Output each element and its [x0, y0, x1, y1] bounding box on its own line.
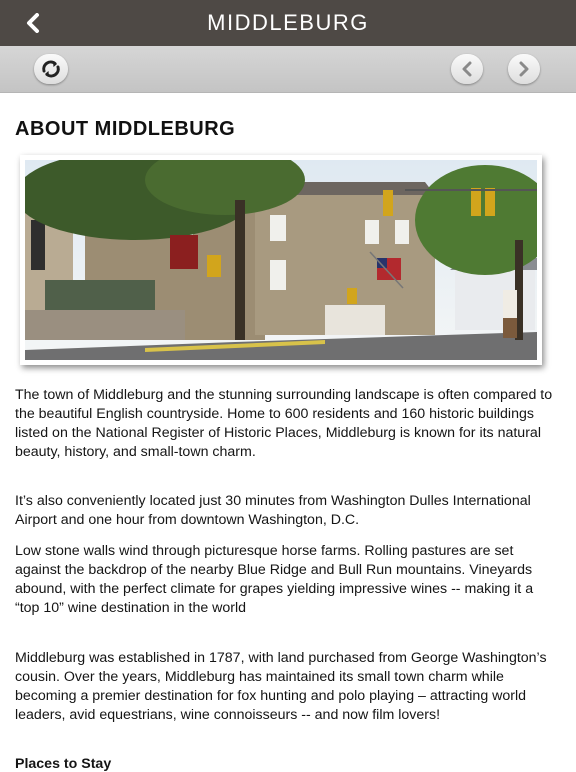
refresh-button[interactable]: [34, 54, 68, 84]
paragraph-location: It’s also conveniently located just 30 minutes from Washington Dulles International Airport and one hour from downtown Washington, D.C.: [15, 493, 531, 528]
town-street-image: [25, 160, 537, 360]
app-title: MIDDLEBURG: [207, 10, 369, 35]
town-photo: [20, 155, 542, 365]
arrow-left-icon: [459, 61, 475, 77]
refresh-icon: [40, 59, 62, 79]
places-to-stay-heading: Places to Stay: [15, 756, 112, 772]
paragraph-history: Middleburg was established in 1787, with land purchased from George Washington’s cousin. Over the years, Middleburg has maintained its small town charm while becoming a premier destination for fox hunting and polo playing – attracting world leaders, avid equestrians, wine connoisseurs -- and now film lovers!: [15, 650, 547, 723]
page-title: ABOUT MIDDLEBURG: [15, 118, 236, 140]
paragraph-intro: The town of Middleburg and the stunning surrounding landscape is often compared to the beautiful English countryside. Home to 600 residents and 160 historic buildings listed on the National Register of Historic Places, Middleburg is known for its natural beauty, history, and small-town charm.: [15, 387, 553, 460]
paragraph-landscape: Low stone walls wind through picturesque horse farms. Rolling pastures are set against the backdrop of the nearby Blue Ridge and Bull Run mountains. Vineyards abound, with the perfect climate for grapes yielding impressive wines -- making it a “top 10” wine destination in the world: [15, 543, 534, 616]
previous-button[interactable]: [451, 54, 483, 84]
next-button[interactable]: [508, 54, 540, 84]
toolbar: [0, 46, 576, 93]
arrow-right-icon: [516, 61, 532, 77]
top-nav-bar: [0, 0, 576, 46]
